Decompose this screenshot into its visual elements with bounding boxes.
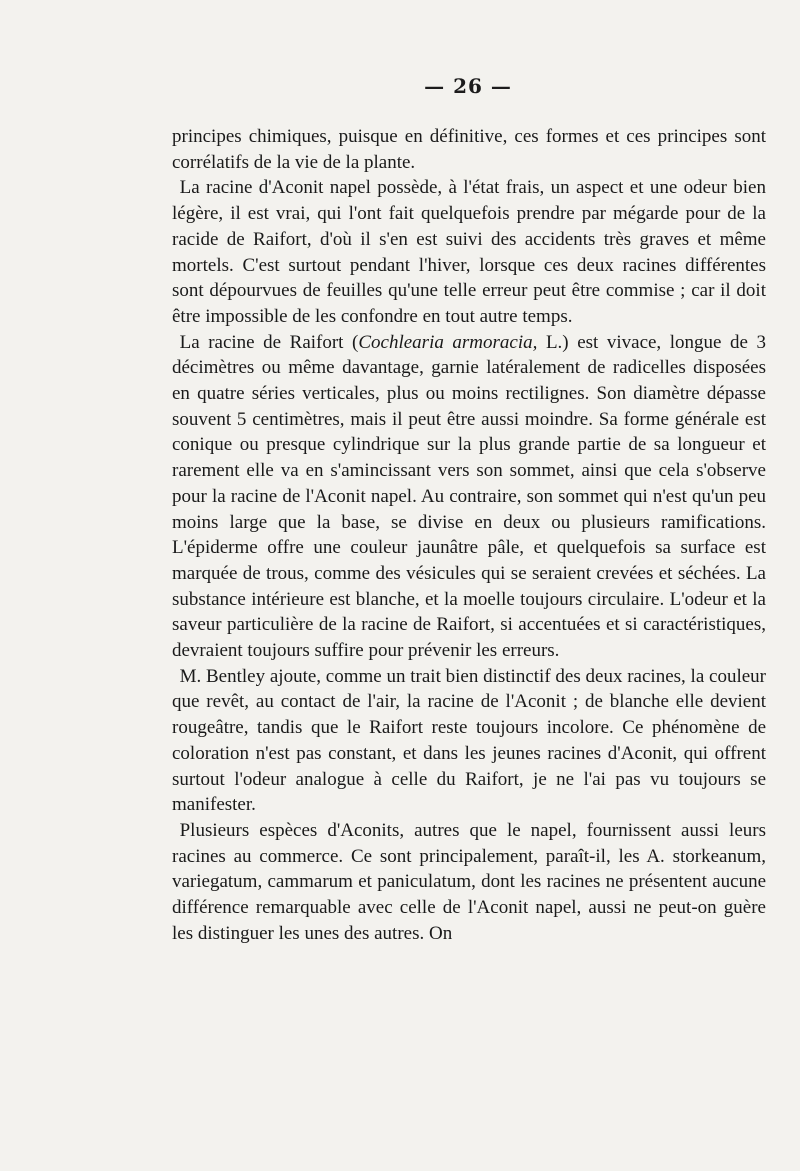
paragraph-3-after: L.) est vivace, longue de 3 décimètres ou même davantage, garnie latéralement de radicelles disposées en quatre séries verticales, plus ou moins rectilignes. Son diamètre dépasse souvent 5 centimètres, mais il peut être aussi moindre. Sa forme générale est conique ou presque cylindrique sur la plus grande partie de sa longueur et rarement elle va en s'amincissant vers son sommet, ainsi que cela s'observe pour la racine de l'Aconit napel. Au contraire, son sommet qui n'est qu'un peu moins large que la base, se divise en deux ou plusieurs ramifications. L'épiderme offre une couleur jaunâtre pâle, et quelquefois sa surface est marquée de trous, comme des vésicules qui se seraient crevées et séchées. La substance intérieure est blanche, et la moelle toujours circulaire. L'odeur et la saveur particulière de la racine de Raifort, si accentuées et si caractéristiques, devraient toujours suffire pour prévenir les erreurs.	[172, 331, 767, 662]
latin-name: Cochlearia armoracia,	[358, 331, 538, 353]
paragraph-3-before: La racine de Raifort (	[179, 331, 359, 353]
paragraph-4: M. Bentley ajoute, comme un trait bien distinctif des deux racines, la couleur que revêt, au contact de l'air, la racine de l'Aconit ; de blanche elle devient rougeâtre, tandis que le Raifort reste toujours incolore. Ce phénomène de coloration n'est pas constant, et dans les jeunes racines d'Aconit, qui offrent surtout l'odeur analogue à celle du Raifort, je ne l'ai pas vu toujours se manifester.	[172, 665, 766, 816]
body-text	[172, 124, 766, 947]
page-number: — 26 —	[424, 74, 512, 98]
paragraph-3	[172, 330, 766, 664]
paragraph-1: principes chimiques, puisque en définitive, ces formes et ces principes sont corrélatifs de la vie de la plante.	[172, 126, 766, 173]
paragraph-2: La racine d'Aconit napel possède, à l'état frais, un aspect et une odeur bien légère, il est vrai, qui l'ont fait quelquefois prendre par mégarde pour de la racide de Raifort, d'où il s'en est suivi des accidents très graves et même mortels. C'est surtout pendant l'hiver, lorsque ces deux racines différentes sont dépourvues de feuilles qu'une telle erreur peut être commise ; car il doit être impossible de les confondre en tout autre temps.	[172, 177, 766, 327]
paragraph-5: Plusieurs espèces d'Aconits, autres que le napel, fournissent aussi leurs racines au commerce. Ce sont principalement, paraît-il, les A. storkeanum, variegatum, cammarum et paniculatum, dont les racines ne présentent aucune différence remarquable avec celle de l'Aconit napel, aussi ne peut-on guère les distinguer les unes des autres. On	[172, 819, 766, 944]
